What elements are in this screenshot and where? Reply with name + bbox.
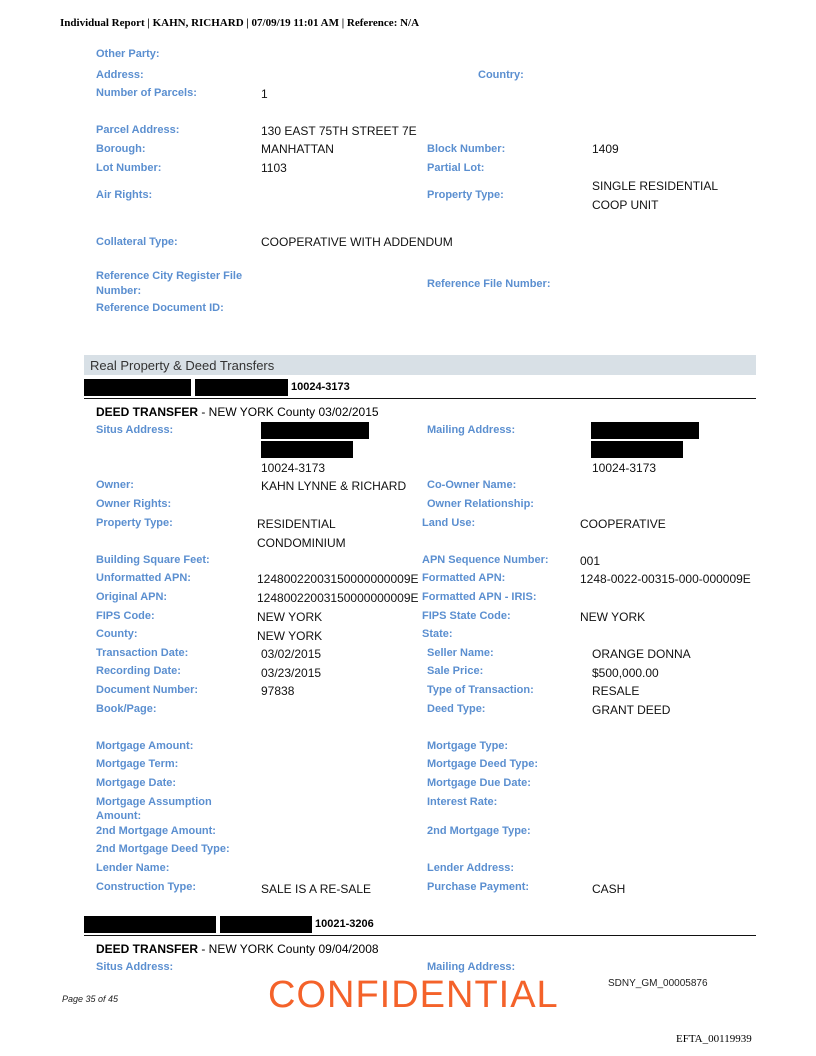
original-apn-value: 12480022003150000000009E	[257, 591, 419, 605]
construction-type-label: Construction Type:	[96, 881, 197, 893]
fips-state-value: NEW YORK	[580, 610, 646, 624]
transaction-type-value: RESALE	[592, 684, 640, 698]
mortgage-deed-type-label: Mortgage Deed Type:	[427, 758, 539, 770]
county-label: County:	[96, 628, 138, 640]
redaction-block	[220, 916, 312, 933]
ref-city-label-1: Reference City Register File	[96, 270, 243, 282]
lot-label: Lot Number:	[96, 162, 162, 174]
transaction-type-label: Type of Transaction:	[427, 684, 534, 696]
land-use-label: Land Use:	[422, 517, 476, 529]
parcel-address-value: 130 EAST 75TH STREET 7E	[261, 124, 417, 138]
mortgage-due-date-label: Mortgage Due Date:	[427, 777, 531, 789]
deed-heading-type: DEED TRANSFER	[96, 405, 199, 419]
sale-price-label: Sale Price:	[427, 665, 484, 677]
deed-heading-type: DEED TRANSFER	[96, 942, 199, 956]
property-type-value-1: SINGLE RESIDENTIAL	[592, 179, 719, 193]
lender-name-label: Lender Name:	[96, 862, 170, 874]
construction-type-value: SALE IS A RE-SALE	[261, 882, 372, 896]
property-type-value-2: CONDOMINIUM	[257, 536, 346, 550]
original-apn-label: Original APN:	[96, 591, 168, 603]
county-value: NEW YORK	[257, 629, 323, 643]
air-rights-label: Air Rights:	[96, 189, 153, 201]
property-type-value-2: COOP UNIT	[592, 198, 659, 212]
state-label: State:	[422, 628, 453, 640]
mortgage-assumption-label-2: Amount:	[96, 810, 142, 822]
country-label: Country:	[478, 69, 524, 81]
mortgage-date-label: Mortgage Date:	[96, 777, 177, 789]
owner-relationship-label: Owner Relationship:	[427, 498, 534, 510]
situs-zip: 10024-3173	[261, 461, 326, 475]
recording-date-value: 03/23/2015	[261, 666, 322, 680]
record-divider	[84, 398, 756, 399]
seller-name-label: Seller Name:	[427, 647, 494, 659]
other-party-label: Other Party:	[96, 48, 160, 60]
document-number-label: Document Number:	[96, 684, 199, 696]
redaction-block	[591, 422, 699, 439]
apn-seq-label: APN Sequence Number:	[422, 554, 549, 566]
seller-name-value: ORANGE DONNA	[592, 647, 691, 661]
property-type-label: Property Type:	[427, 189, 504, 201]
formatted-apn-label: Formatted APN:	[422, 572, 506, 584]
owner-rights-label: Owner Rights:	[96, 498, 172, 510]
redaction-block	[84, 916, 216, 933]
recording-date-label: Recording Date:	[96, 665, 181, 677]
bates-id: SDNY_GM_00005876	[608, 978, 708, 989]
address-label: Address:	[96, 69, 144, 81]
collateral-value: COOPERATIVE WITH ADDENDUM	[261, 235, 453, 249]
collateral-label: Collateral Type:	[96, 236, 178, 248]
second-mortgage-deed-label: 2nd Mortgage Deed Type:	[96, 843, 230, 855]
document-number-value: 97838	[261, 684, 295, 698]
deed-type-value: GRANT DEED	[592, 703, 671, 717]
fips-state-label: FIPS State Code:	[422, 610, 511, 622]
mortgage-assumption-label-1: Mortgage Assumption	[96, 796, 212, 808]
record-zip: 10024-3173	[291, 381, 350, 393]
coowner-label: Co-Owner Name:	[427, 479, 517, 491]
confidential-stamp: CONFIDENTIAL	[268, 974, 559, 1016]
partial-lot-label: Partial Lot:	[427, 162, 485, 174]
parcels-label: Number of Parcels:	[96, 87, 197, 99]
property-type-value-1: RESIDENTIAL	[257, 517, 336, 531]
report-header: Individual Report | KAHN, RICHARD | 07/09/19 11:01 AM | Reference: N/A	[60, 17, 420, 29]
unformatted-apn-value: 12480022003150000000009E	[257, 572, 419, 586]
ref-city-label-2: Number:	[96, 285, 142, 297]
section-title: Real Property & Deed Transfers	[90, 358, 275, 373]
record-divider	[84, 935, 756, 936]
transaction-date-value: 03/02/2015	[261, 647, 322, 661]
book-page-label: Book/Page:	[96, 703, 157, 715]
apn-seq-value: 001	[580, 554, 601, 568]
redaction-block	[195, 379, 288, 396]
mailing-label: Mailing Address:	[427, 961, 516, 973]
situs-label: Situs Address:	[96, 424, 174, 436]
redaction-block	[84, 379, 191, 396]
situs-label: Situs Address:	[96, 961, 174, 973]
land-use-value: COOPERATIVE	[580, 517, 666, 531]
deed-heading-detail: - NEW YORK County 09/04/2008	[198, 942, 379, 956]
lender-address-label: Lender Address:	[427, 862, 515, 874]
fips-code-label: FIPS Code:	[96, 610, 155, 622]
parcel-address-label: Parcel Address:	[96, 124, 180, 136]
ref-doc-label: Reference Document ID:	[96, 302, 224, 314]
deed-heading	[96, 405, 379, 419]
purchase-payment-label: Purchase Payment:	[427, 881, 530, 893]
mortgage-amount-label: Mortgage Amount:	[96, 740, 194, 752]
unformatted-apn-label: Unformatted APN:	[96, 572, 191, 584]
deed-heading-detail: - NEW YORK County 03/02/2015	[198, 405, 379, 419]
mortgage-type-label: Mortgage Type:	[427, 740, 509, 752]
building-sqft-label: Building Square Feet:	[96, 554, 210, 566]
record-zip: 10021-3206	[315, 918, 374, 930]
redaction-block	[261, 422, 369, 439]
formatted-apn-iris-label: Formatted APN - IRIS:	[422, 591, 537, 603]
borough-value: MANHATTAN	[261, 142, 334, 156]
mailing-zip: 10024-3173	[592, 461, 657, 475]
lot-value: 1103	[261, 161, 287, 175]
redaction-block	[591, 441, 683, 458]
purchase-payment-value: CASH	[592, 882, 626, 896]
property-type-label: Property Type:	[96, 517, 173, 529]
deed-type-label: Deed Type:	[427, 703, 486, 715]
borough-label: Borough:	[96, 143, 146, 155]
owner-value: KAHN LYNNE & RICHARD	[261, 479, 407, 493]
formatted-apn-value: 1248-0022-00315-000-000009E	[580, 572, 751, 586]
deed-heading	[96, 942, 379, 956]
owner-label: Owner:	[96, 479, 134, 491]
second-mortgage-amount-label: 2nd Mortgage Amount:	[96, 825, 216, 837]
interest-rate-label: Interest Rate:	[427, 796, 498, 808]
ref-file-label: Reference File Number:	[427, 278, 551, 290]
page-number: Page 35 of 45	[62, 994, 119, 1004]
mailing-label: Mailing Address:	[427, 424, 516, 436]
fips-code-value: NEW YORK	[257, 610, 323, 624]
block-label: Block Number:	[427, 143, 506, 155]
block-value: 1409	[592, 142, 619, 156]
redaction-block	[261, 441, 353, 458]
parcels-value: 1	[261, 87, 268, 101]
transaction-date-label: Transaction Date:	[96, 647, 189, 659]
sale-price-value: $500,000.00	[592, 666, 659, 680]
second-mortgage-type-label: 2nd Mortgage Type:	[427, 825, 531, 837]
efta-id: EFTA_00119939	[676, 1033, 752, 1045]
mortgage-term-label: Mortgage Term:	[96, 758, 179, 770]
